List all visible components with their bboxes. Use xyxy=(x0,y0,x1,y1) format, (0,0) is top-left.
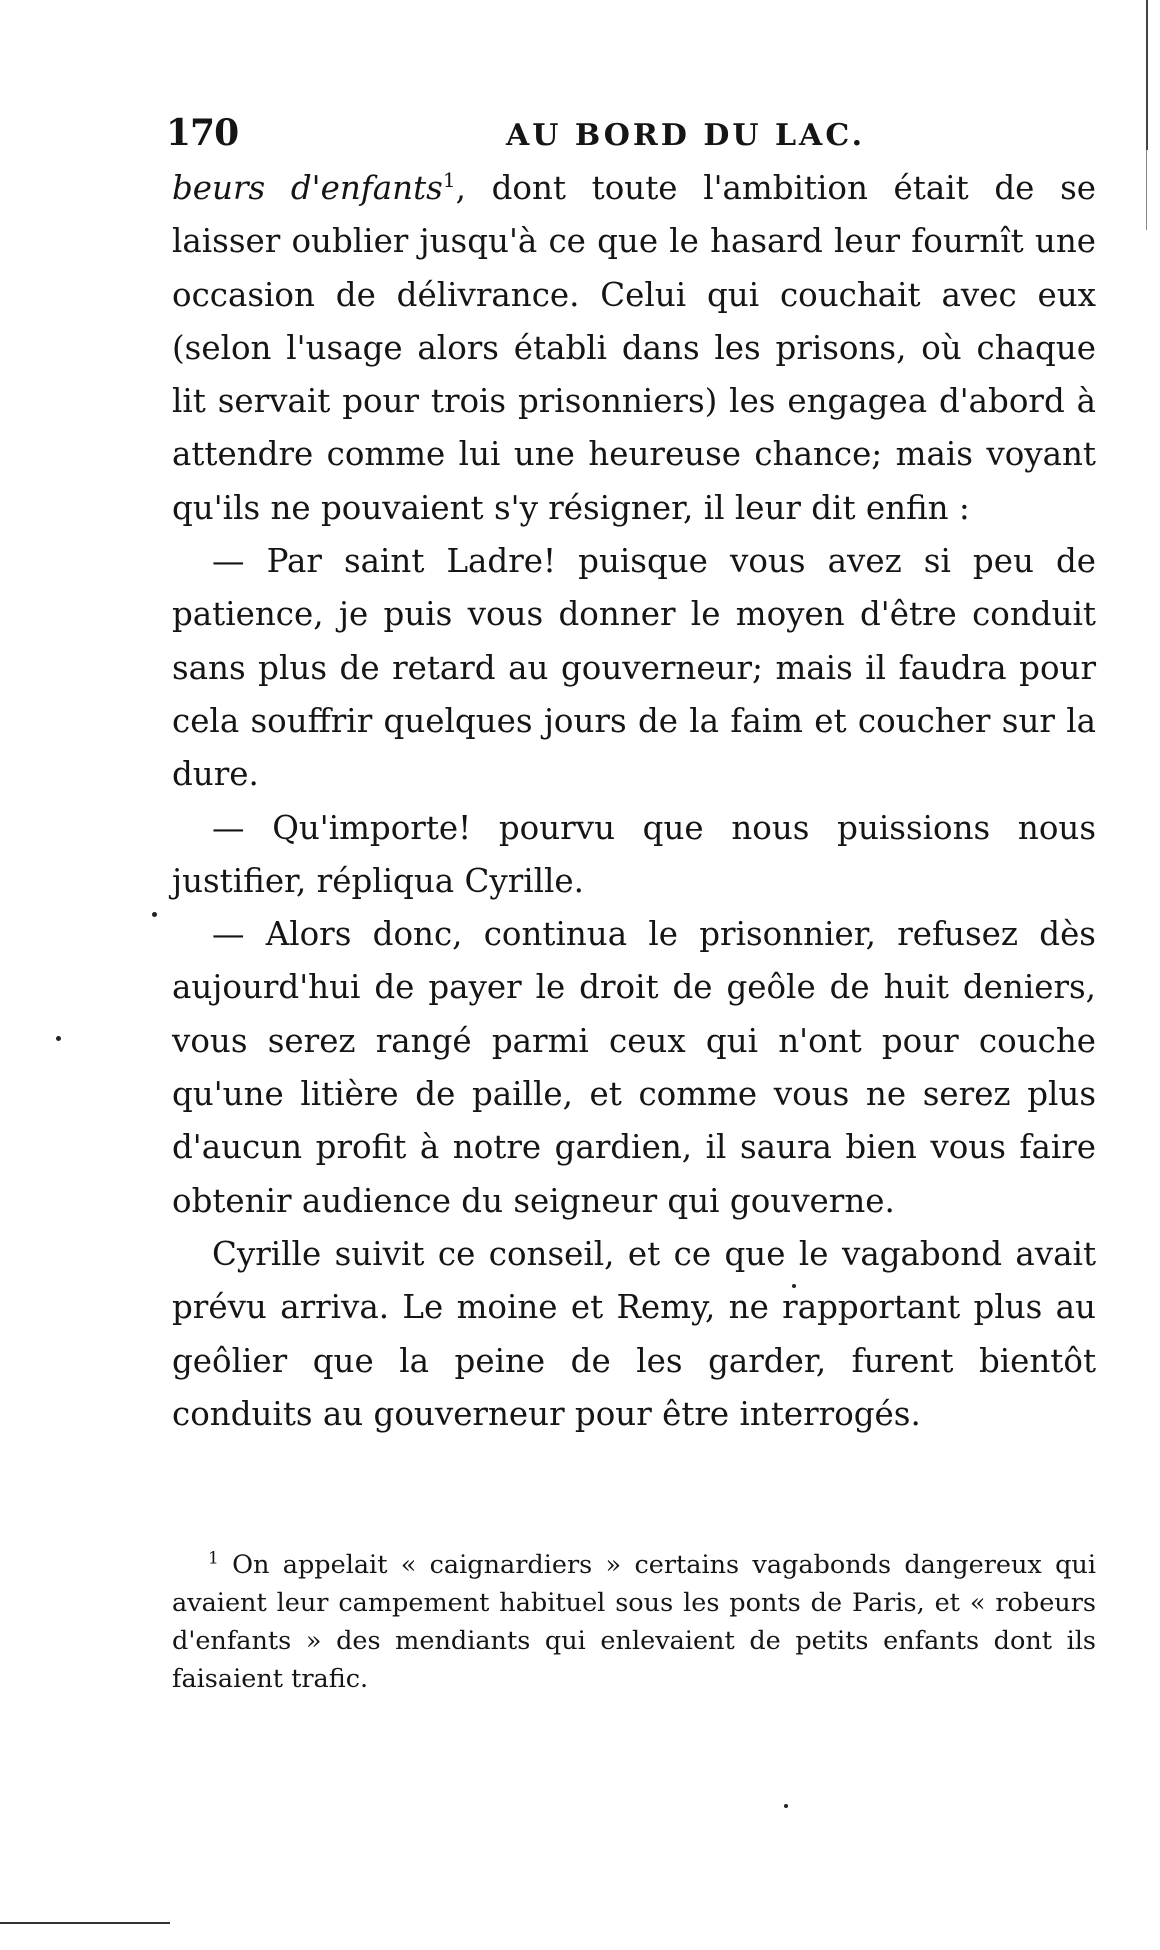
scan-edge-line-lower xyxy=(1146,150,1147,230)
footnote-text-block xyxy=(172,1546,1096,1698)
footnote xyxy=(172,1546,1096,1698)
bottom-rule xyxy=(0,1922,170,1924)
ink-speck xyxy=(792,1284,796,1288)
paragraph-3: — Qu'importe! pourvu que nous puissions nous justifier, répliqua Cyrille. xyxy=(172,808,1096,900)
page-number: 170 xyxy=(166,112,239,154)
footnote-reference: 1 xyxy=(442,168,456,193)
scan-edge-line xyxy=(1146,0,1148,150)
paragraph-1 xyxy=(172,162,1096,535)
running-head: AU BORD DU LAC. xyxy=(506,118,866,153)
paragraph-4: — Alors donc, continua le prisonnier, refusez dès aujourd'hui de payer le droit de geôle de huit deniers, vous serez rangé parmi ceux qui n'ont pour couche qu'une litière de paille, et comme vous ne serez plus d'aucun profit à notre gardien, il saura bien vous faire obtenir audience du seigneur qui gouverne. xyxy=(172,915,1096,1220)
paragraph-2: — Par saint Ladre! puisque vous avez si peu de patience, je puis vous donner le moyen d'être conduit sans plus de retard au gouverneur; mais il faudra pour cela souffrir quelques jours de la faim et coucher sur la dure. xyxy=(172,542,1096,794)
ink-speck xyxy=(152,912,157,917)
paragraph-5: Cyrille suivit ce conseil, et ce que le vagabond avait prévu arriva. Le moine et Remy, ne rapportant plus au geôlier que la peine de les garder, furent bientôt conduits au gouverneur pour être interrogés. xyxy=(172,1234,1096,1433)
footnote-text: On appelait « caignardiers » certains vagabonds dangereux qui avaient leur campement habituel sous les ponts de Paris, et « robeurs d'enfants » des mendiants qui enlevaient de petits enfants dont ils faisaient trafic. xyxy=(172,1550,1096,1694)
page-header xyxy=(166,112,1086,156)
paragraph-1-text: , dont toute l'ambition était de se laisser oublier jusqu'à ce que le hasard leur fournît une occasion de délivrance. Celui qui couchait avec eux (selon l'usage alors établi dans les prisons, où chaque lit servait pour trois prisonniers) les engagea d'abord à attendre comme lui une heureuse chance; mais voyant qu'ils ne pouvaient s'y résigner, il leur dit enfin : xyxy=(172,169,1097,527)
ink-speck xyxy=(784,1804,788,1808)
footnote-mark: 1 xyxy=(208,1548,219,1569)
body-text xyxy=(172,162,1096,1441)
italic-lead: beurs d'enfants xyxy=(172,169,443,207)
ink-speck xyxy=(56,1036,61,1041)
